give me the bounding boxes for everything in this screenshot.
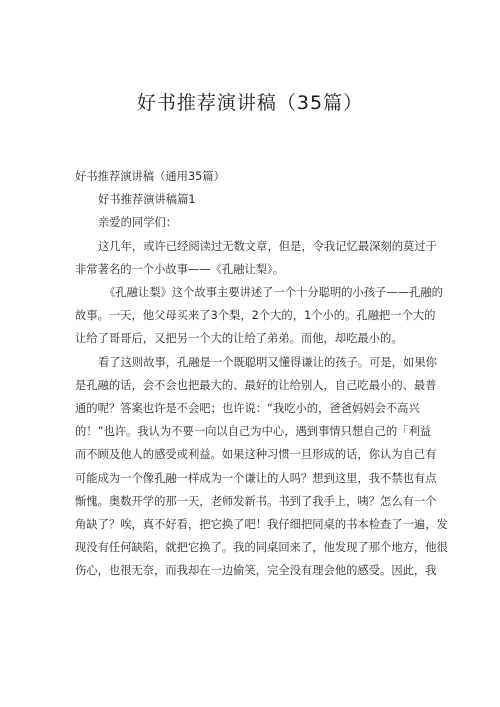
paragraph-line: 非常著名的一个小故事——《孔融让梨》。 <box>75 262 284 276</box>
paragraph-line: 通的呢？答案也许是不会吧；也许说：“我吃小的，爸爸妈妈会不高兴 <box>75 402 420 416</box>
paragraph-line: 惭愧。奥数开学的那一天，老师发新书。书到了我手上，咦？怎么有一个 <box>75 494 437 508</box>
paragraph-line: 让给了哥哥后，又把另一个大的让给了弟弟。而他，却吃最小的。 <box>75 332 403 346</box>
document-body <box>75 165 448 583</box>
paragraph-line: 现没有任何缺陷，就把它换了。我的同桌回来了，他发现了那个地方，他很 <box>75 541 448 555</box>
paragraph-line: 《孔融让梨》这个故事主要讲述了一个十分聪明的小孩子——孔融的 <box>104 286 443 300</box>
paragraph-line: 看了这则故事，孔融是一个既聪明又懂得谦让的孩子。可是，如果你 <box>98 355 437 369</box>
paragraph-line: 故事。一天，他父母买来了3个梨，2个大的，1个小的。孔融把一个大的 <box>75 309 436 323</box>
paragraph-line: 可能成为一个像孔融一样成为一个谦让的人吗？想到这里，我不禁也有点 <box>75 471 437 485</box>
paragraph-line: 伤心，也很无奈，而我却在一边偷笑，完全没有理会他的感受。因此，我 <box>75 564 437 578</box>
document-title: 好书推荐演讲稿（35篇） <box>136 92 364 114</box>
paragraph-line: 角缺了？唉，真不好看，把它换了吧！我仔细把同桌的书本检查了一遍，发 <box>75 518 448 532</box>
paragraph-line: 的！”也许。我认为不要一向以自己为中心，遇到事情只想自己的「利益 <box>75 425 432 439</box>
subtitle-line: 好书推荐演讲稿（通用35篇） <box>75 170 225 183</box>
paragraph-line: 这几年，或许已经阅读过无数文章，但是，令我记忆最深刻的莫过于 <box>98 239 437 253</box>
paragraph-line: 而不顾及他人的感受或利益。如果这种习惯一旦形成的话，你认为自己有 <box>75 448 437 462</box>
section-heading: 好书推荐演讲稿篇1 <box>98 193 196 207</box>
salutation: 亲爱的同学们： <box>98 216 178 230</box>
paragraph-line: 是孔融的话，会不会也把最大的、最好的让给别人，自己吃最小的、最普 <box>75 378 437 392</box>
